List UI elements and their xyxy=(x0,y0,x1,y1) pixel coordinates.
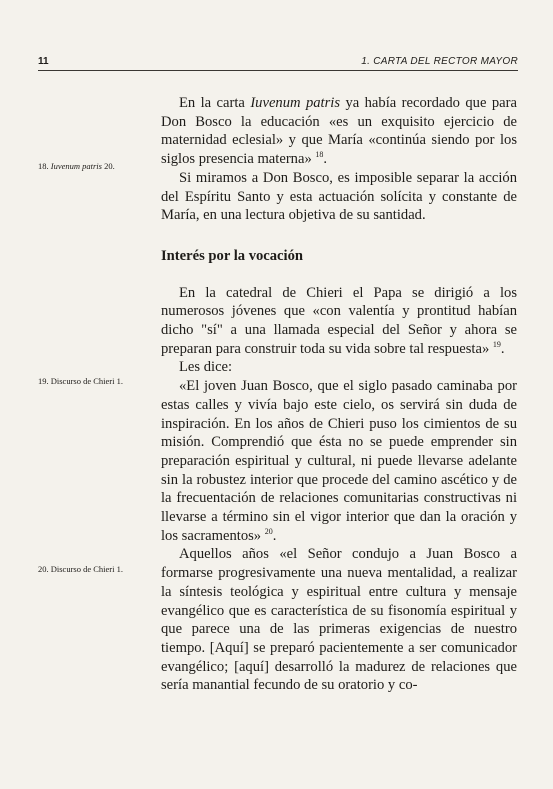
footnote-ref: 18 xyxy=(315,150,324,160)
running-title: 1. CARTA DEL RECTOR MAYOR xyxy=(361,56,518,67)
paragraph: Aquellos años «el Señor condujo a Juan Bosco a formarse progresivamente una nueva mentalidad, a realizar la síntesis teológica y espiritual entre cultura y mensaje evangélico que es característica de su fisonomía espiritual y que parece una de las primeras exigencias de nuestro tiempo. [Aquí] se preparó pacientemente a ser comunicador evangélico; [aquí] desarrolló la madurez de relaciones que sería manantial fecundo de su oratorio y co- xyxy=(161,546,517,694)
paragraph: Si miramos a Don Bosco, es imposible separar la acción del Espíritu Santo y esta actuación solícita y constante de María, en una lectura objetiva de su santidad. xyxy=(161,169,517,224)
footnote-ref: 20 xyxy=(264,526,273,536)
paragraph: Les dice: xyxy=(179,359,233,376)
section-heading: Interés por la vocación xyxy=(161,247,304,264)
work-title: Iuvenum patris xyxy=(250,95,341,111)
main-text xyxy=(161,94,517,695)
margin-note: 20. Discurso de Chieri 1. xyxy=(38,564,123,574)
paragraph: En la catedral de Chieri el Papa se dirigió a los numerosos jóvenes que «con valentía y prontitud habían dicho "sí" a una llamada especial del Señor y ahora se preparan para construir toda su vida sobre tal respuesta» $^{19}$. xyxy=(161,284,517,357)
paragraph: «El joven Juan Bosco, que el siglo pasado caminaba por estas calles y vivía bajo este cielo, os servirá sin duda de inspiración. En los años de Chieri puso los cimientos de su misión. Comprendió que ésta no se puede emprender sin preparación espiritual y cultural, ni puede llevarse adelante sin la robustez interior que procede del camino ascético y de la frecuentación de relaciones comunitarias constructivas ni llevarse a término sin el vigor interior que dan la oración y los sacramentos» $^{20}$. xyxy=(161,378,517,544)
footnote-ref: 19 xyxy=(492,339,501,349)
header-rule xyxy=(38,70,518,71)
margin-note: 18. Iuvenum patris 20. xyxy=(38,161,115,171)
paragraph: En la carta Iuvenum patris ya había recordado que para Don Bosco la educación «es un exquisito ejercicio de maternidad eclesial» y que María «continúa siendo por los siglos presencia materna» $^{18}$. xyxy=(161,95,517,168)
page-number: 11 xyxy=(38,56,49,67)
margin-note: 19. Discurso de Chieri 1. xyxy=(38,376,123,386)
